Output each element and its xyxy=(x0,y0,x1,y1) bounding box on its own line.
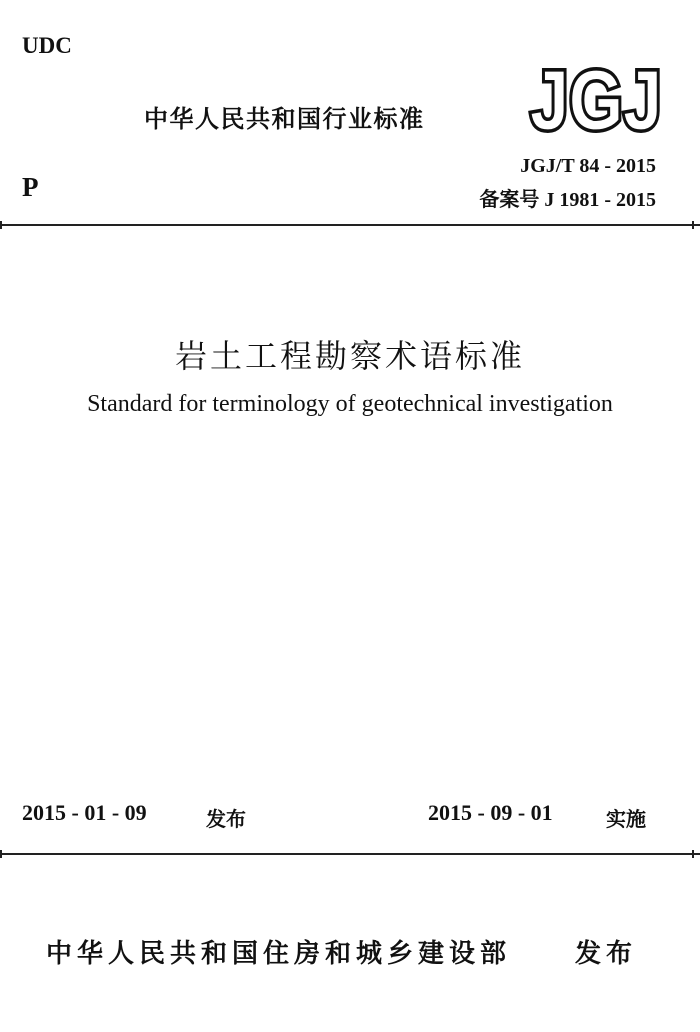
issue-label: 发布 xyxy=(206,807,246,831)
publish-label: 发布 xyxy=(575,939,638,969)
implementation-label: 实施 xyxy=(606,807,646,831)
svg-text:JGJ: JGJ xyxy=(530,58,662,136)
bottom-divider-left-tick xyxy=(0,850,2,858)
jgj-logo xyxy=(527,58,665,136)
record-number: 备案号 J 1981 - 2015 xyxy=(479,189,656,211)
top-divider xyxy=(0,224,700,226)
standard-number: JGJ/T 84 - 2015 xyxy=(520,155,656,177)
publisher: 中华人民共和国住房和城乡建设部 xyxy=(46,939,512,969)
svg-text:JGJ: JGJ xyxy=(530,58,662,136)
bottom-divider xyxy=(0,853,700,855)
bottom-divider-right-tick xyxy=(692,850,694,858)
category-code: P xyxy=(22,172,39,202)
title-english: Standard for terminology of geotechnical investigation xyxy=(87,391,613,417)
industry-standard-heading: 中华人民共和国行业标准 xyxy=(144,105,425,133)
title-chinese: 岩土工程勘察术语标准 xyxy=(174,338,525,374)
top-divider-right-tick xyxy=(692,221,694,229)
issue-date: 2015 - 01 - 09 xyxy=(22,800,147,825)
top-divider-left-tick xyxy=(0,221,2,229)
implementation-date: 2015 - 09 - 01 xyxy=(428,800,553,825)
udc-label: UDC xyxy=(22,33,72,58)
